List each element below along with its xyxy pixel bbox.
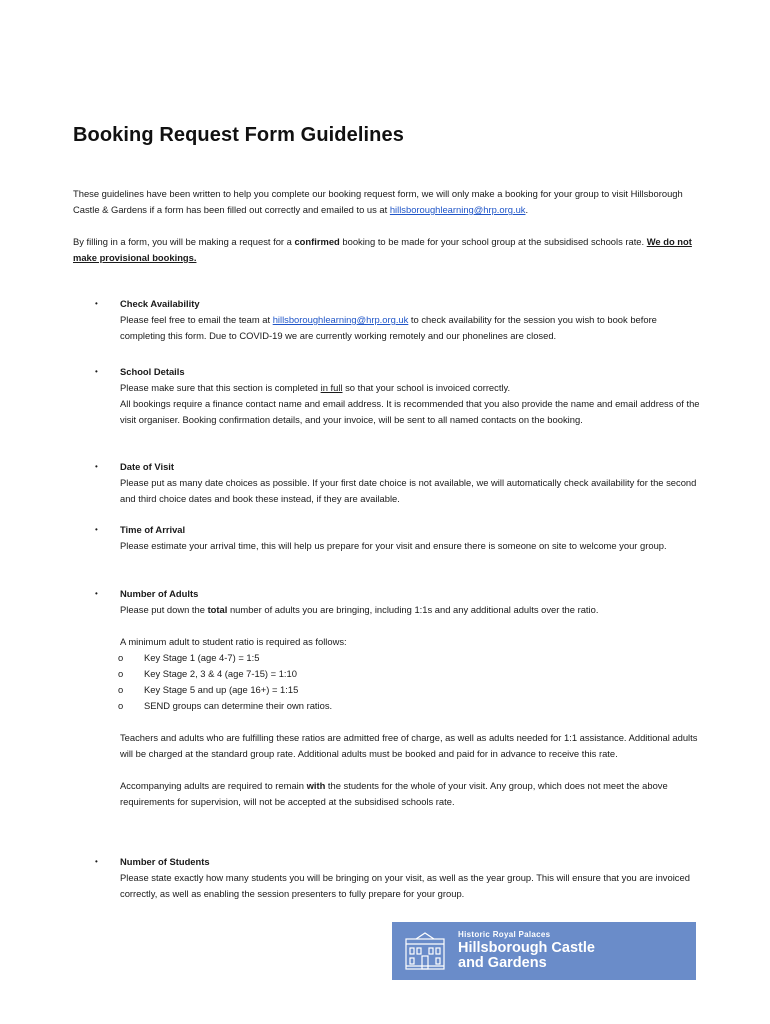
section-title: School Details [120, 366, 185, 377]
school-in-full: in full [320, 382, 343, 393]
teachers-text: Teachers and adults who are fulfilling these ratios are admitted free of charge, as well as adults needed for 1:1 assistance. Additional adults will be charged at the standard group rate. Additional adults must be booked and paid for in advance to receive this rate. [120, 732, 698, 759]
bullet: • [95, 462, 98, 471]
sub-bullet: o [118, 684, 124, 695]
ratio-item [120, 666, 700, 682]
school-line-2: All bookings require a finance contact name and email address. It is recommended that you also provide the name and email address of the visit organiser. Booking confirmation details, and your invoice, will be sent to all named contacts on the booking. [120, 398, 700, 425]
confirm-bold: confirmed [294, 236, 340, 247]
logo-line-2: and Gardens [458, 955, 547, 971]
accomp-with-bold: with [306, 780, 326, 791]
intro-text: These guidelines have been written to help you complete our booking request form, we will only make a booking for your group to visit Hillsborough Castle & Gardens if a form has been filled out correctly and emailed to us at [73, 188, 683, 215]
sub-bullet: o [118, 652, 124, 663]
section-body [120, 364, 700, 428]
adults-total-text [120, 602, 700, 618]
intro-email-link[interactable]: hillsboroughlearning@hrp.org.uk [389, 204, 526, 215]
no-provisional-notice: We do not make provisional bookings. [73, 236, 692, 263]
section-title: Check Availability [120, 298, 200, 309]
accomp-text-2: the students for the whole of your visit. Any group, which does not meet the above requirements for supervision, will not be accepted at the subsidised schools rate. [120, 780, 668, 807]
section-title: Time of Arrival [120, 524, 186, 535]
section-body [120, 522, 700, 554]
ratio-intro: A minimum adult to student ratio is required as follows: [120, 636, 347, 647]
adults-text-2: number of adults you are bringing, including 1:1s and any additional adults over the ratio. [227, 604, 599, 615]
logo-title [458, 941, 595, 971]
section-body [120, 854, 700, 902]
hillsborough-logo [392, 922, 696, 980]
ratio-text: Key Stage 5 and up (age 16+) = 1:15 [144, 684, 299, 695]
section-text: Please put as many date choices as possible. If your first date choice is not available, we will automatically check availability for the second and third choice dates and book these instead, if they are available. [120, 477, 697, 504]
ratio-text: Key Stage 2, 3 & 4 (age 7-15) = 1:10 [144, 668, 297, 679]
school-line-1 [120, 380, 700, 396]
section-title: Date of Visit [120, 461, 175, 472]
ratio-text: Key Stage 1 (age 4-7) = 1:5 [144, 652, 260, 663]
ratio-item [120, 650, 700, 666]
bullet: • [95, 857, 98, 866]
section-body [120, 586, 700, 810]
bullet: • [95, 589, 98, 598]
ratio-item [120, 682, 700, 698]
availability-text: Please feel free to email the team at [120, 314, 273, 325]
sub-bullet: o [118, 668, 124, 679]
bullet: • [95, 299, 98, 308]
confirm-text-2: booking to be made for your school group at the subsidised schools rate. [339, 236, 647, 247]
availability-text-2: to check availability for the session you wish to book before completing this form. Due to COVID-19 we are currently working remotely and our phonelines are closed. [120, 314, 657, 341]
spacer [120, 618, 700, 634]
availability-email-link[interactable]: hillsboroughlearning@hrp.org.uk [272, 314, 409, 325]
confirm-paragraph [73, 234, 703, 266]
logo-small-text: Historic Royal Palaces [458, 930, 551, 939]
intro-text-end: . [525, 204, 529, 215]
accomp-text: Accompanying adults are required to remain [120, 780, 307, 791]
adults-total-bold: total [207, 604, 228, 615]
section-body [120, 296, 700, 344]
section-text: Please estimate your arrival time, this will help us prepare for your visit and ensure there is someone on site to welcome your group. [120, 540, 667, 551]
school-text: Please make sure that this section is completed [120, 382, 321, 393]
sub-bullet: o [118, 700, 124, 711]
accompanying-text [120, 778, 700, 810]
ratio-item [120, 698, 700, 714]
confirm-text: By filling in a form, you will be making a request for a [73, 236, 295, 247]
school-text-2: so that your school is invoiced correctly. [342, 382, 511, 393]
adults-text: Please put down the [120, 604, 208, 615]
page-title: Booking Request Form Guidelines [73, 124, 404, 146]
castle-icon [404, 931, 446, 971]
section-text: Please state exactly how many students you will be bringing on your visit, as well as the year group. This will ensure that you are invoiced correctly, as well as enabling the session presenters to fully prepare for your group. [120, 872, 690, 899]
section-title: Number of Students [120, 856, 210, 867]
intro-paragraph [73, 186, 703, 218]
bullet: • [95, 367, 98, 376]
spacer [120, 762, 700, 778]
logo-line-1: Hillsborough Castle [458, 940, 595, 956]
section-body [120, 459, 700, 507]
section-text [120, 312, 700, 344]
section-title: Number of Adults [120, 588, 199, 599]
spacer [120, 714, 700, 730]
ratio-text: SEND groups can determine their own ratios. [144, 700, 333, 711]
bullet: • [95, 525, 98, 534]
